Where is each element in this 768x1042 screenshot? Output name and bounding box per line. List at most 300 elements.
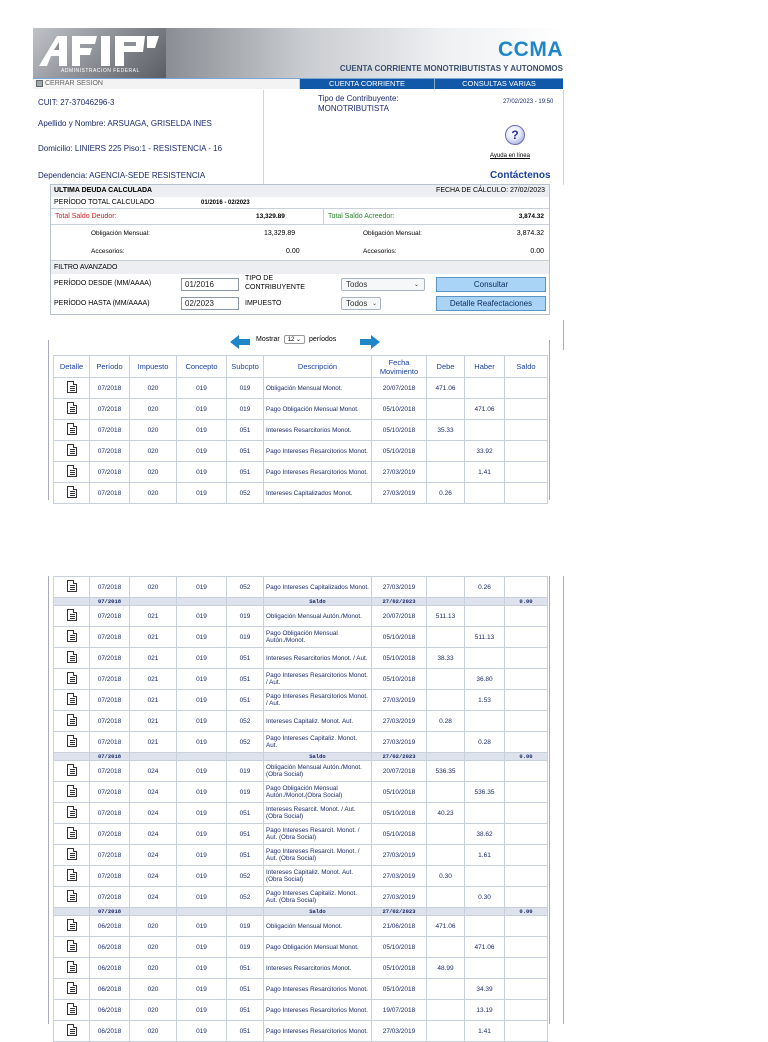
cell-haber: 0.26 — [465, 577, 505, 598]
cell-fecha: 05/10/2018 — [372, 648, 427, 669]
cell-detalle — [54, 483, 90, 504]
pager — [256, 335, 336, 344]
periodo-desde-label: PERÍODO DESDE (MM/AAAA) — [54, 280, 152, 287]
chevron-down-icon: ⌄ — [413, 282, 419, 288]
cell-fecha: 27/03/2019 — [372, 711, 427, 732]
cell-debe: 471.06 — [427, 378, 465, 399]
cell-saldo — [505, 462, 548, 483]
cell-impuesto: 020 — [130, 916, 177, 937]
total-saldo-acreedor-value: 3,874.32 — [518, 213, 544, 220]
column-header: Haber — [465, 356, 505, 378]
table-row — [54, 1021, 548, 1042]
document-detail-icon[interactable] — [67, 465, 77, 477]
table-row — [54, 866, 548, 887]
cell-subcpto: 051 — [227, 803, 264, 824]
cell-detalle — [54, 1021, 90, 1042]
cell-debe — [427, 598, 465, 606]
domicilio: Domicilio: LINIERS 225 Piso:1 - RESISTENCIA - 16 — [38, 144, 223, 153]
cell-detalle — [54, 711, 90, 732]
tipo-contribuyente-filter-label-2: CONTRIBUYENTE — [245, 284, 305, 291]
cell-haber — [465, 598, 505, 606]
tipo-contribuyente-label: Tipo de Contribuyente: — [318, 94, 399, 103]
cell-saldo — [505, 937, 548, 958]
document-detail-icon[interactable] — [67, 381, 77, 393]
cell-saldo — [505, 1021, 548, 1042]
column-header: Debe — [427, 356, 465, 378]
cell-haber: 34.39 — [465, 979, 505, 1000]
cell-debe — [427, 732, 465, 753]
cell-fecha: 27/02/2023 — [372, 598, 427, 606]
periodo-desde-input[interactable] — [181, 278, 239, 291]
table-row — [54, 761, 548, 782]
detalle-reafectaciones-button[interactable]: Detalle Reafectaciones — [436, 296, 546, 311]
cell-fecha: 19/07/2018 — [372, 1000, 427, 1021]
cell-descripcion: Saldo — [264, 753, 372, 761]
table-header — [54, 356, 548, 378]
cell-debe — [427, 441, 465, 462]
document-detail-icon[interactable] — [67, 609, 77, 621]
cell-subcpto: 051 — [227, 1000, 264, 1021]
cell-descripcion: Pago Intereses Resarcitorios Monot. / Aut. — [264, 690, 372, 711]
consultar-button[interactable]: Consultar — [436, 277, 546, 292]
cell-debe — [427, 690, 465, 711]
table-row — [54, 378, 548, 399]
apellido-nombre: Apellido y Nombre: ARSUAGA, GRISELDA INES — [38, 119, 212, 128]
menu-consultas-varias[interactable]: CONSULTAS VARIAS — [462, 79, 536, 88]
cell-detalle — [54, 378, 90, 399]
cell-impuesto — [130, 908, 177, 916]
cell-impuesto: 020 — [130, 979, 177, 1000]
cell-fecha: 27/03/2019 — [372, 732, 427, 753]
table-row — [54, 690, 548, 711]
cell-saldo — [505, 399, 548, 420]
document-detail-icon[interactable] — [67, 982, 77, 994]
cell-periodo: 07/2018 — [90, 782, 130, 803]
cell-periodo: 07/2018 — [90, 761, 130, 782]
cell-descripcion: Pago Obligación Mensual Autón./Monot. — [264, 627, 372, 648]
cell-debe: 511.13 — [427, 606, 465, 627]
table-row — [54, 462, 548, 483]
document-detail-icon[interactable] — [67, 630, 77, 642]
cell-haber: 471.06 — [465, 399, 505, 420]
cell-fecha: 27/03/2019 — [372, 845, 427, 866]
cell-fecha: 20/07/2018 — [372, 761, 427, 782]
document-detail-icon[interactable] — [67, 806, 77, 818]
cell-fecha: 05/10/2018 — [372, 420, 427, 441]
app-acronym: CCMA — [498, 38, 563, 61]
cell-saldo: 0.00 — [505, 753, 548, 761]
column-header: Subcpto — [227, 356, 264, 378]
cell-descripcion: Pago Intereses Capitaliz. Monot. Aut. — [264, 732, 372, 753]
cell-impuesto: 024 — [130, 824, 177, 845]
cell-haber — [465, 483, 505, 504]
cell-periodo: 07/2018 — [90, 711, 130, 732]
cell-concepto: 019 — [177, 958, 227, 979]
cell-impuesto: 021 — [130, 690, 177, 711]
cell-haber — [465, 753, 505, 761]
cell-fecha: 05/10/2018 — [372, 824, 427, 845]
cell-impuesto: 024 — [130, 761, 177, 782]
cell-saldo — [505, 483, 548, 504]
cell-descripcion: Intereses Capitaliz. Monot. Aut. — [264, 711, 372, 732]
cell-detalle — [54, 399, 90, 420]
cell-descripcion: Pago Intereses Resarcitorios Monot. — [264, 1021, 372, 1042]
table-row — [54, 958, 548, 979]
cell-descripcion: Intereses Resarcitorios Monot. — [264, 958, 372, 979]
cell-debe — [427, 1021, 465, 1042]
cell-saldo — [505, 606, 548, 627]
cell-fecha: 05/10/2018 — [372, 782, 427, 803]
cell-detalle — [54, 627, 90, 648]
accesorios-deudor-label: Accesorios: — [91, 248, 125, 255]
dependencia: Dependencia: AGENCIA-SEDE RESISTENCIA — [38, 171, 206, 180]
question-icon[interactable]: ? — [505, 125, 525, 145]
ultima-deuda-title: ULTIMA DEUDA CALCULADA — [54, 187, 153, 194]
cell-subcpto: 052 — [227, 887, 264, 908]
cell-debe — [427, 577, 465, 598]
afip-logo-icon — [37, 34, 162, 68]
cell-concepto: 019 — [177, 690, 227, 711]
cell-subcpto: 051 — [227, 462, 264, 483]
logout-label: CERRAR SESION — [45, 80, 103, 87]
table-row — [54, 399, 548, 420]
cell-subcpto: 051 — [227, 669, 264, 690]
cell-concepto: 019 — [177, 627, 227, 648]
table-row — [54, 1000, 548, 1021]
table-row — [54, 824, 548, 845]
document-detail-icon[interactable] — [67, 827, 77, 839]
document-detail-icon[interactable] — [67, 580, 77, 592]
table-row — [54, 782, 548, 803]
document-detail-icon[interactable] — [67, 940, 77, 952]
cell-descripcion: Intereses Resarcitorios Monot. / Aut. — [264, 648, 372, 669]
cell-haber — [465, 420, 505, 441]
cell-subcpto — [227, 753, 264, 761]
cell-concepto: 019 — [177, 378, 227, 399]
cell-saldo — [505, 803, 548, 824]
menu-cuenta-corriente[interactable]: CUENTA CORRIENTE — [300, 79, 435, 89]
cell-subcpto: 019 — [227, 627, 264, 648]
table-row — [54, 732, 548, 753]
document-detail-icon[interactable] — [67, 651, 77, 663]
cell-periodo: 07/2018 — [90, 483, 130, 504]
logout-icon — [36, 80, 43, 87]
cell-haber: 38.62 — [465, 824, 505, 845]
column-header: Descripción — [264, 356, 372, 378]
document-detail-icon[interactable] — [67, 1024, 77, 1036]
ayuda-en-linea-link[interactable]: Ayuda en línea — [490, 153, 530, 159]
cell-concepto: 019 — [177, 761, 227, 782]
column-header: Detalle — [54, 356, 90, 378]
table-row — [54, 420, 548, 441]
per-page-select[interactable]: 12 ⌄ — [284, 335, 305, 344]
cell-descripcion: Pago Intereses Resarcitorios Monot. — [264, 979, 372, 1000]
accesorios-deudor-value: 0.00 — [286, 248, 300, 255]
cell-periodo: 07/2018 — [90, 690, 130, 711]
cell-saldo — [505, 824, 548, 845]
document-detail-icon[interactable] — [67, 693, 77, 705]
cell-debe — [427, 908, 465, 916]
cell-periodo: 07/2018 — [90, 399, 130, 420]
cell-haber: 0.28 — [465, 732, 505, 753]
cell-concepto — [177, 598, 227, 606]
cell-detalle — [54, 648, 90, 669]
document-detail-icon[interactable] — [67, 869, 77, 881]
chevron-down-icon: ⌄ — [371, 301, 377, 307]
cell-subcpto: 052 — [227, 711, 264, 732]
cell-periodo: 07/2018 — [90, 887, 130, 908]
column-header: Período — [90, 356, 130, 378]
document-detail-icon[interactable] — [67, 848, 77, 860]
cell-detalle — [54, 690, 90, 711]
document-detail-icon[interactable] — [67, 486, 77, 498]
table-row — [54, 483, 548, 504]
cell-debe: 0.28 — [427, 711, 465, 732]
cell-subcpto: 051 — [227, 1021, 264, 1042]
cell-debe: 0.30 — [427, 866, 465, 887]
cell-haber — [465, 606, 505, 627]
document-detail-icon[interactable] — [67, 890, 77, 902]
cell-impuesto: 020 — [130, 399, 177, 420]
cell-detalle — [54, 669, 90, 690]
periodo-hasta-input[interactable] — [181, 297, 239, 310]
cell-fecha: 21/06/2018 — [372, 916, 427, 937]
afip-logo — [33, 28, 166, 78]
cell-subcpto: 051 — [227, 979, 264, 1000]
cell-concepto: 019 — [177, 1021, 227, 1042]
document-detail-icon[interactable] — [67, 785, 77, 797]
cell-subcpto: 019 — [227, 782, 264, 803]
cell-detalle — [54, 606, 90, 627]
cell-subcpto — [227, 908, 264, 916]
cell-detalle — [54, 420, 90, 441]
cell-subcpto: 051 — [227, 824, 264, 845]
cell-subcpto: 052 — [227, 483, 264, 504]
cell-haber — [465, 908, 505, 916]
cell-saldo — [505, 887, 548, 908]
document-detail-icon[interactable] — [67, 714, 77, 726]
cell-debe: 35.33 — [427, 420, 465, 441]
cell-periodo: 06/2018 — [90, 1000, 130, 1021]
cell-detalle — [54, 462, 90, 483]
table-row — [54, 711, 548, 732]
filtro-avanzado-title: FILTRO AVANZADO — [54, 264, 118, 271]
cell-descripcion: Obligación Mensual Autón./Monot. — [264, 606, 372, 627]
cell-concepto: 019 — [177, 483, 227, 504]
contactenos-link[interactable]: Contáctenos — [490, 170, 551, 181]
cell-impuesto: 020 — [130, 577, 177, 598]
column-header: Impuesto — [130, 356, 177, 378]
cell-debe: 0.26 — [427, 483, 465, 504]
cell-subcpto: 019 — [227, 378, 264, 399]
document-detail-icon[interactable] — [67, 423, 77, 435]
tipo-contribuyente-select[interactable] — [341, 278, 425, 291]
cell-debe: 40.23 — [427, 803, 465, 824]
cell-descripcion: Pago Intereses Resarcitorios Monot. — [264, 462, 372, 483]
cell-periodo: 07/2018 — [90, 753, 130, 761]
cell-subcpto: 019 — [227, 937, 264, 958]
cell-debe: 536.35 — [427, 761, 465, 782]
document-detail-icon[interactable] — [67, 402, 77, 414]
cell-debe — [427, 824, 465, 845]
cell-concepto: 019 — [177, 441, 227, 462]
mostrar-label: Mostrar — [256, 336, 280, 343]
cell-impuesto: 020 — [130, 958, 177, 979]
document-detail-icon[interactable] — [67, 735, 77, 747]
cell-detalle — [54, 761, 90, 782]
obligacion-mensual-acreedor-value: 3,874.32 — [516, 230, 544, 237]
document-detail-icon[interactable] — [67, 672, 77, 684]
cell-detalle — [54, 979, 90, 1000]
saldo-row — [54, 598, 548, 606]
cell-impuesto: 020 — [130, 1021, 177, 1042]
cell-debe — [427, 845, 465, 866]
logout-button[interactable] — [36, 80, 103, 87]
cell-fecha: 27/02/2023 — [372, 908, 427, 916]
cell-fecha: 05/10/2018 — [372, 669, 427, 690]
cell-haber: 1.53 — [465, 690, 505, 711]
cell-debe — [427, 399, 465, 420]
cell-detalle — [54, 732, 90, 753]
cell-descripcion: Intereses Capitaliz. Monot. Aut. (Obra Social) — [264, 866, 372, 887]
cell-haber — [465, 761, 505, 782]
cuit: CUIT: 27-37046296-3 — [38, 98, 115, 107]
cell-haber: 511.13 — [465, 627, 505, 648]
cell-descripcion: Obligación Mensual Monot. — [264, 378, 372, 399]
cell-detalle — [54, 753, 90, 761]
cell-debe: 471.06 — [427, 916, 465, 937]
cell-impuesto: 021 — [130, 627, 177, 648]
cell-saldo — [505, 577, 548, 598]
cell-impuesto: 024 — [130, 803, 177, 824]
cell-haber: 33.92 — [465, 441, 505, 462]
cell-fecha: 05/10/2018 — [372, 399, 427, 420]
cell-concepto: 019 — [177, 845, 227, 866]
cell-descripcion: Pago Intereses Capitalizados Monot. — [264, 577, 372, 598]
cell-concepto: 019 — [177, 648, 227, 669]
cell-saldo — [505, 958, 548, 979]
cell-saldo — [505, 378, 548, 399]
tipo-contribuyente-filter-label-1: TIPO DE — [245, 275, 274, 282]
cell-periodo: 07/2018 — [90, 824, 130, 845]
cell-descripcion: Pago Intereses Resarcitorios Monot. / Aut. — [264, 669, 372, 690]
cell-saldo — [505, 441, 548, 462]
saldo-row — [54, 908, 548, 916]
cell-impuesto: 020 — [130, 1000, 177, 1021]
per-page-value: 12 — [287, 337, 295, 343]
cell-fecha: 27/03/2019 — [372, 887, 427, 908]
cell-impuesto — [130, 753, 177, 761]
cell-detalle — [54, 958, 90, 979]
total-saldo-acreedor-label: Total Saldo Acreedor: — [328, 213, 395, 220]
cell-subcpto: 051 — [227, 690, 264, 711]
cell-saldo — [505, 627, 548, 648]
cell-descripcion: Pago Obligación Mensual Autón./Monot.(Obra Social) — [264, 782, 372, 803]
fecha-calculo: FECHA DE CÁLCULO: 27/02/2023 — [436, 187, 545, 194]
cell-debe — [427, 887, 465, 908]
cell-subcpto: 051 — [227, 420, 264, 441]
cell-descripcion: Pago Intereses Resarcitorios Monot. — [264, 1000, 372, 1021]
cell-subcpto: 052 — [227, 732, 264, 753]
cell-subcpto: 019 — [227, 916, 264, 937]
cell-saldo — [505, 979, 548, 1000]
cell-impuesto — [130, 598, 177, 606]
cell-debe — [427, 782, 465, 803]
cell-saldo — [505, 866, 548, 887]
app-title: CUENTA CORRIENTE MONOTRIBUTISTAS Y AUTONOMOS — [339, 64, 563, 73]
cell-detalle — [54, 824, 90, 845]
column-header: Concepto — [177, 356, 227, 378]
arrow-right-icon[interactable] — [360, 335, 380, 349]
cell-fecha: 05/10/2018 — [372, 627, 427, 648]
cell-descripcion: Pago Intereses Capitaliz. Monot. Aut. (Obra Social) — [264, 887, 372, 908]
cell-descripcion: Obligación Mensual Monot. — [264, 916, 372, 937]
cell-fecha: 05/10/2018 — [372, 803, 427, 824]
cell-concepto: 019 — [177, 420, 227, 441]
cell-haber — [465, 916, 505, 937]
cell-periodo: 07/2018 — [90, 669, 130, 690]
cell-saldo: 0.00 — [505, 908, 548, 916]
document-detail-icon[interactable] — [67, 444, 77, 456]
cell-impuesto: 020 — [130, 483, 177, 504]
cell-detalle — [54, 908, 90, 916]
cell-concepto: 019 — [177, 866, 227, 887]
movimientos-table — [53, 355, 548, 504]
cell-impuesto: 020 — [130, 441, 177, 462]
table-row — [54, 979, 548, 1000]
document-detail-icon[interactable] — [67, 961, 77, 973]
cell-saldo — [505, 732, 548, 753]
cell-subcpto: 019 — [227, 606, 264, 627]
cell-debe — [427, 627, 465, 648]
table-row — [54, 669, 548, 690]
cell-descripcion: Saldo — [264, 598, 372, 606]
cell-periodo: 07/2018 — [90, 420, 130, 441]
table-row — [54, 627, 548, 648]
cell-periodo: 07/2018 — [90, 462, 130, 483]
document-detail-icon[interactable] — [67, 764, 77, 776]
periodos-label: períodos — [309, 336, 337, 343]
cell-concepto: 019 — [177, 979, 227, 1000]
cell-haber — [465, 866, 505, 887]
cell-impuesto: 024 — [130, 782, 177, 803]
cell-haber: 1.61 — [465, 845, 505, 866]
cell-haber: 13.19 — [465, 1000, 505, 1021]
cell-concepto: 019 — [177, 916, 227, 937]
cell-periodo: 07/2018 — [90, 732, 130, 753]
cell-concepto: 019 — [177, 887, 227, 908]
cell-fecha: 20/07/2018 — [372, 606, 427, 627]
cell-subcpto: 051 — [227, 441, 264, 462]
cell-saldo — [505, 1000, 548, 1021]
table-row — [54, 441, 548, 462]
document-detail-icon[interactable] — [67, 919, 77, 931]
cell-periodo: 07/2018 — [90, 577, 130, 598]
impuesto-select[interactable] — [341, 297, 381, 310]
arrow-left-icon[interactable] — [230, 335, 250, 349]
cell-fecha: 27/03/2019 — [372, 577, 427, 598]
total-saldo-deudor-label: Total Saldo Deudor: — [55, 213, 117, 220]
table-row — [54, 887, 548, 908]
cell-debe — [427, 1000, 465, 1021]
document-detail-icon[interactable] — [67, 1003, 77, 1015]
cell-detalle — [54, 782, 90, 803]
cell-fecha: 05/10/2018 — [372, 958, 427, 979]
cell-saldo — [505, 845, 548, 866]
cell-subcpto: 051 — [227, 845, 264, 866]
cell-detalle — [54, 1000, 90, 1021]
column-header: Saldo — [505, 356, 548, 378]
